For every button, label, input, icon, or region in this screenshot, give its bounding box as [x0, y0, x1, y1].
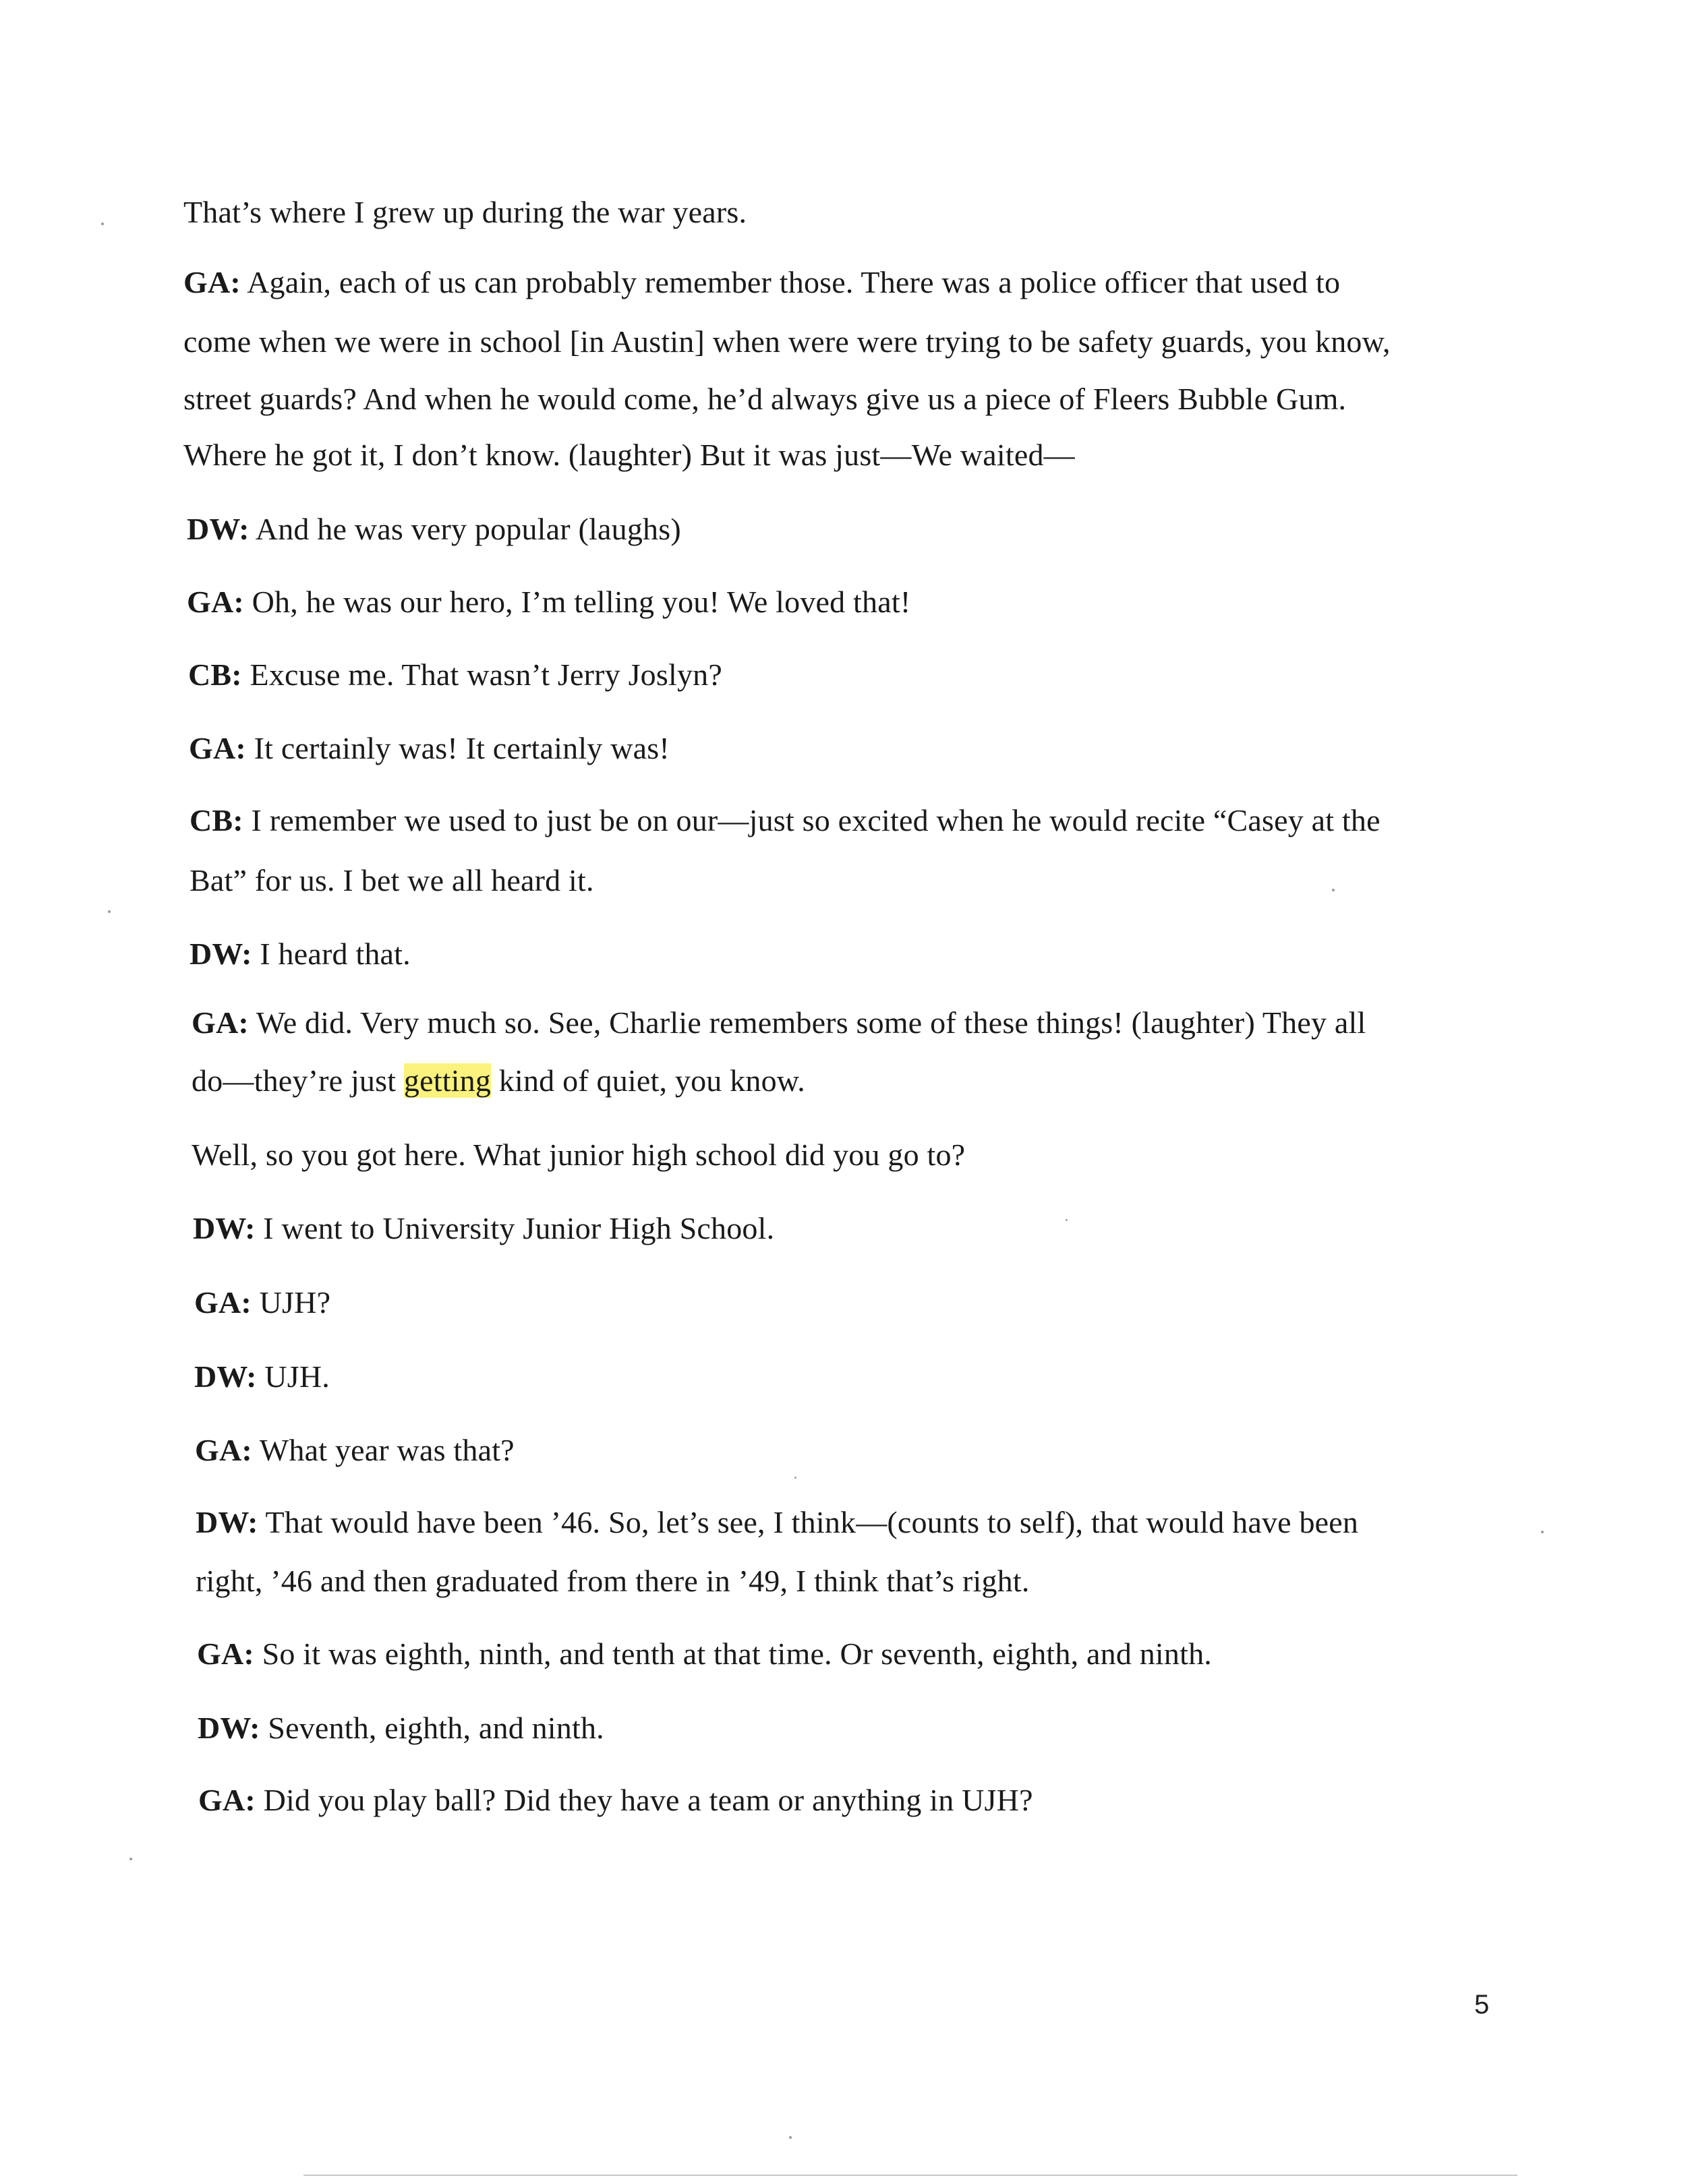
speaker-label: DW:	[196, 1505, 258, 1539]
speaker-label: GA:	[194, 1285, 252, 1320]
transcript-line: GA: So it was eighth, ninth, and tenth at that time. Or seventh, eighth, and ninth.	[197, 1636, 1212, 1671]
speaker-label: GA:	[192, 1005, 249, 1040]
scan-edge	[303, 2175, 1517, 2176]
speaker-label: GA:	[189, 731, 246, 765]
transcript-line: GA: Oh, he was our hero, I’m telling you! We loved that!	[187, 585, 911, 619]
transcript-line: DW: I heard that.	[190, 937, 411, 971]
transcript-line: GA: It certainly was! It certainly was!	[189, 731, 670, 765]
transcript-line: Bat” for us. I bet we all heard it.	[190, 863, 594, 897]
speaker-label: DW:	[194, 1359, 257, 1394]
transcript-line: come when we were in school [in Austin] when were were trying to be safety guards, you know,	[183, 324, 1391, 359]
transcript-line: GA: We did. Very much so. See, Charlie remembers some of these things! (laughter) They all	[192, 1005, 1366, 1040]
scan-speck	[789, 2136, 792, 2139]
speaker-label: GA:	[198, 1783, 256, 1817]
speaker-label: CB:	[190, 803, 243, 837]
page-number: 5	[1474, 1990, 1490, 2019]
transcript-line: do—they’re just getting kind of quiet, you know.	[192, 1063, 805, 1098]
scan-speck	[108, 910, 111, 913]
transcript-line: Where he got it, I don’t know. (laughter) But it was just—We waited—	[183, 438, 1075, 472]
speaker-label: GA:	[195, 1433, 252, 1467]
transcript-line: DW: That would have been ’46. So, let’s see, I think—(counts to self), that would have been	[196, 1505, 1359, 1539]
speaker-label: GA:	[183, 265, 241, 299]
scan-speck	[129, 1858, 132, 1860]
transcript-line: GA: Again, each of us can probably remember those. There was a police officer that used to	[183, 265, 1341, 299]
speaker-label: CB:	[188, 657, 242, 692]
scan-speck	[1066, 1219, 1068, 1221]
speaker-label: DW:	[187, 512, 250, 546]
transcript-line: DW: I went to University Junior High School.	[193, 1211, 775, 1245]
scan-speck	[1332, 889, 1335, 891]
speaker-label: DW:	[198, 1711, 260, 1745]
transcript-line: street guards? And when he would come, he’d always give us a piece of Fleers Bubble Gum.	[183, 382, 1347, 416]
scan-speck	[794, 1477, 796, 1479]
speaker-label: GA:	[197, 1636, 254, 1671]
transcript-line: DW: UJH.	[194, 1359, 330, 1394]
transcript-line: CB: Excuse me. That wasn’t Jerry Joslyn?	[188, 657, 722, 692]
transcript-line: GA: UJH?	[194, 1285, 331, 1320]
scan-speck	[101, 223, 104, 225]
transcript-line: right, ’46 and then graduated from there in ’49, I think that’s right.	[196, 1564, 1030, 1598]
scan-speck	[1541, 1531, 1544, 1533]
transcript-line: GA: What year was that?	[195, 1433, 515, 1467]
transcript-line: GA: Did you play ball? Did they have a team or anything in UJH?	[198, 1783, 1033, 1817]
speaker-label: GA:	[187, 585, 244, 619]
transcript-line: DW: Seventh, eighth, and ninth.	[198, 1711, 604, 1745]
speaker-label: DW:	[193, 1211, 256, 1245]
transcript-line: CB: I remember we used to just be on our—just so excited when he would recite “Casey at the	[190, 803, 1380, 837]
transcript-line: DW: And he was very popular (laughs)	[187, 512, 681, 546]
transcript-line: Well, so you got here. What junior high school did you go to?	[192, 1138, 966, 1172]
highlighted-word: getting	[403, 1063, 492, 1098]
transcript-line: That’s where I grew up during the war years.	[183, 195, 747, 229]
speaker-label: DW:	[190, 937, 252, 971]
